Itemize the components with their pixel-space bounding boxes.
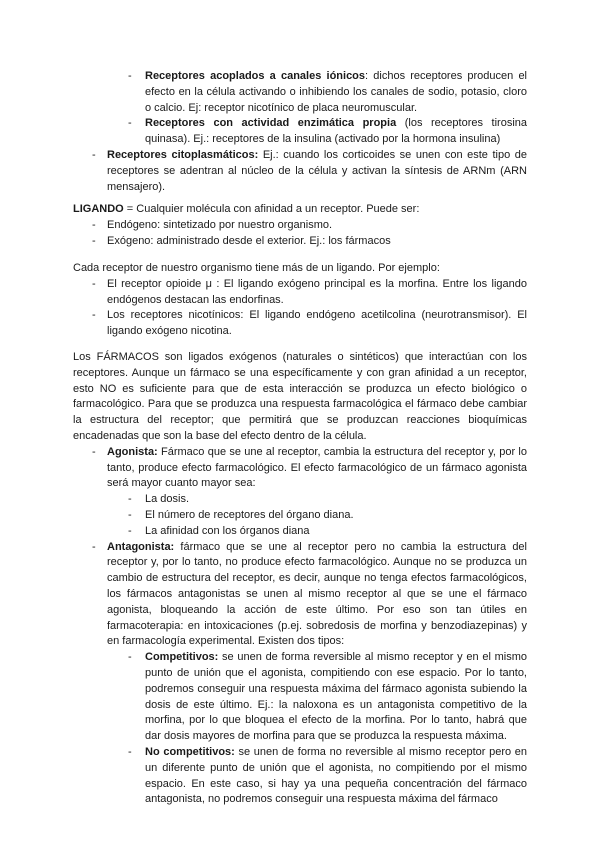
competitivos-term: Competitivos: xyxy=(145,651,219,664)
dash-bullet: - xyxy=(128,651,132,664)
text-canales: : dichos receptores producen el efecto en la célula activando o inhibiendo los canales de sodio, potasio, cloro o calcio. Ej: receptor nicotínico de placa neuromuscular. xyxy=(145,70,528,114)
competitivos-text: se unen de forma reversible al mismo receptor y en el mismo punto de unión que el agonista, compitiendo con ese espacio. Por lo tanto, podremos conseguir una respuesta máxima del fármaco agonista subiendo la dosis de este último. Ej.: la naloxona es un antagonista competitivo de la morfina, por lo que bloquea el efecto de la morfina. Por lo tanto, habrá que dar dosis mayores de morfina para que se produzca la respuesta máxima. xyxy=(145,651,527,743)
ligando-term: LIGANDO xyxy=(73,203,124,215)
antagonista-text: fármaco que se une al receptor pero no cambia la estructura del receptor y, por lo tanto, no produce efecto farmacológico. Aunque no se produzca un cambio de estructura del receptor, es decir, aunque no tenga efectos farmacológicos, los fármacos antagonistas se unen al mismo receptor al que se une el fármaco agonista, bloqueando la acción de este último. Por eso son tan útiles en farmacoterapia: en intoxicaciones (p.ej. sobredosis de morfina y benzodiazepinas) y en farmacología experimental. Existen dos tipos: xyxy=(107,540,527,648)
list-item-opioide xyxy=(0,277,600,309)
ligando-definition-text: = Cualquier molécula con afinidad a un receptor. Puede ser: xyxy=(123,203,420,215)
list-item-agonista xyxy=(0,445,600,492)
list-item-text: Exógeno: administrado desde el exterior. Ej.: los fármacos xyxy=(107,234,391,247)
list-item-afinidad xyxy=(0,524,600,540)
list-item-canales xyxy=(0,69,600,116)
dash-bullet: - xyxy=(92,277,96,290)
dash-bullet: - xyxy=(92,234,96,247)
term-canales: Receptores acoplados a canales iónicos xyxy=(145,70,366,82)
dash-bullet: - xyxy=(128,508,132,521)
term-citoplasmaticos: Receptores citoplasmáticos: xyxy=(107,148,259,161)
dash-bullet: - xyxy=(128,745,132,758)
receptor-types-list xyxy=(0,69,600,195)
examples-section xyxy=(0,261,600,340)
dash-bullet: - xyxy=(128,524,132,537)
text-enzimatica: (los receptores tirosina quinasa). Ej.: receptores de la insulina (activado por la hormona insulina) xyxy=(145,117,527,146)
dash-bullet: - xyxy=(128,117,132,130)
list-item-text: El receptor opioide μ : El ligando exógeno principal es la morfina. Entre los ligando endógenos destacan las endorfinas. xyxy=(107,277,527,306)
dash-bullet: - xyxy=(92,540,96,553)
ligando-section xyxy=(0,202,600,249)
dash-bullet: - xyxy=(128,70,132,82)
no-competitivos-text: se unen de forma no reversible al mismo receptor pero en un diferente punto de unión que el agonista, no compitiendo por el mismo espacio. En este caso, si hay ya una pequeña concentración del fármaco antagonista, no podremos conseguir una respuesta máxima del fármaco xyxy=(145,745,527,806)
list-item-no-competitivos xyxy=(0,745,600,808)
ligando-definition xyxy=(0,202,600,218)
list-item-text: Los receptores nicotínicos: El ligando endógeno acetilcolina (neurotransmisor). El ligando exógeno nicotina. xyxy=(107,309,527,338)
list-item-competitivos xyxy=(0,650,600,745)
farmacos-paragraph: Los FÁRMACOS son ligados exógenos (naturales o sintéticos) que interactúan con los receptores. Aunque un fármaco se una específicamente y con gran afinidad a un receptor, esto NO es suficiente para que de esta interacción se produzca un efecto biológico o farmacológico. Para que se produzca una respuesta farmacológica el fármaco debe cambiar la estructura del receptor; que permitirá que se produzcan reacciones bioquímicas encadenadas que son la base del efecto dentro de la célula. xyxy=(73,351,527,442)
dash-bullet: - xyxy=(92,309,96,322)
list-item-antagonista xyxy=(0,540,600,651)
list-item-text: La afinidad con los órganos diana xyxy=(145,524,310,537)
list-item-text: El número de receptores del órgano diana. xyxy=(145,508,354,521)
list-item-receptores xyxy=(0,508,600,524)
text-citoplasmaticos: Ej.: cuando los corticoides se unen con este tipo de receptores se adentran al núcleo de la célula y activan la síntesis de ARNm (ARN mensajero). xyxy=(107,148,527,193)
dash-bullet: - xyxy=(128,493,132,506)
list-item-endogeno xyxy=(0,218,600,234)
term-enzimatica: Receptores con actividad enzimática propia xyxy=(145,117,397,130)
list-item-nicotinicos xyxy=(0,308,600,340)
examples-intro: Cada receptor de nuestro organismo tiene más de un ligando. Por ejemplo: xyxy=(73,262,440,274)
farmacos-section xyxy=(0,350,600,808)
list-item-text: La dosis. xyxy=(145,493,190,506)
no-competitivos-term: No competitivos: xyxy=(145,745,235,758)
antagonista-term: Antagonista: xyxy=(107,540,175,553)
list-item-text: Endógeno: sintetizado por nuestro organismo. xyxy=(107,218,333,231)
agonista-text: Fármaco que se une al receptor, cambia la estructura del receptor y, por lo tanto, produce efecto farmacológico. El efecto farmacológico de un fármaco agonista será mayor cuanto mayor sea: xyxy=(107,445,527,490)
list-item-citoplasmaticos xyxy=(0,148,600,195)
agonista-term: Agonista: xyxy=(107,445,158,458)
list-item-dosis xyxy=(0,492,600,508)
dash-bullet: - xyxy=(92,148,96,161)
list-item-enzimatica xyxy=(0,116,600,148)
dash-bullet: - xyxy=(92,445,96,458)
list-item-exogeno xyxy=(0,234,600,250)
dash-bullet: - xyxy=(92,218,96,231)
